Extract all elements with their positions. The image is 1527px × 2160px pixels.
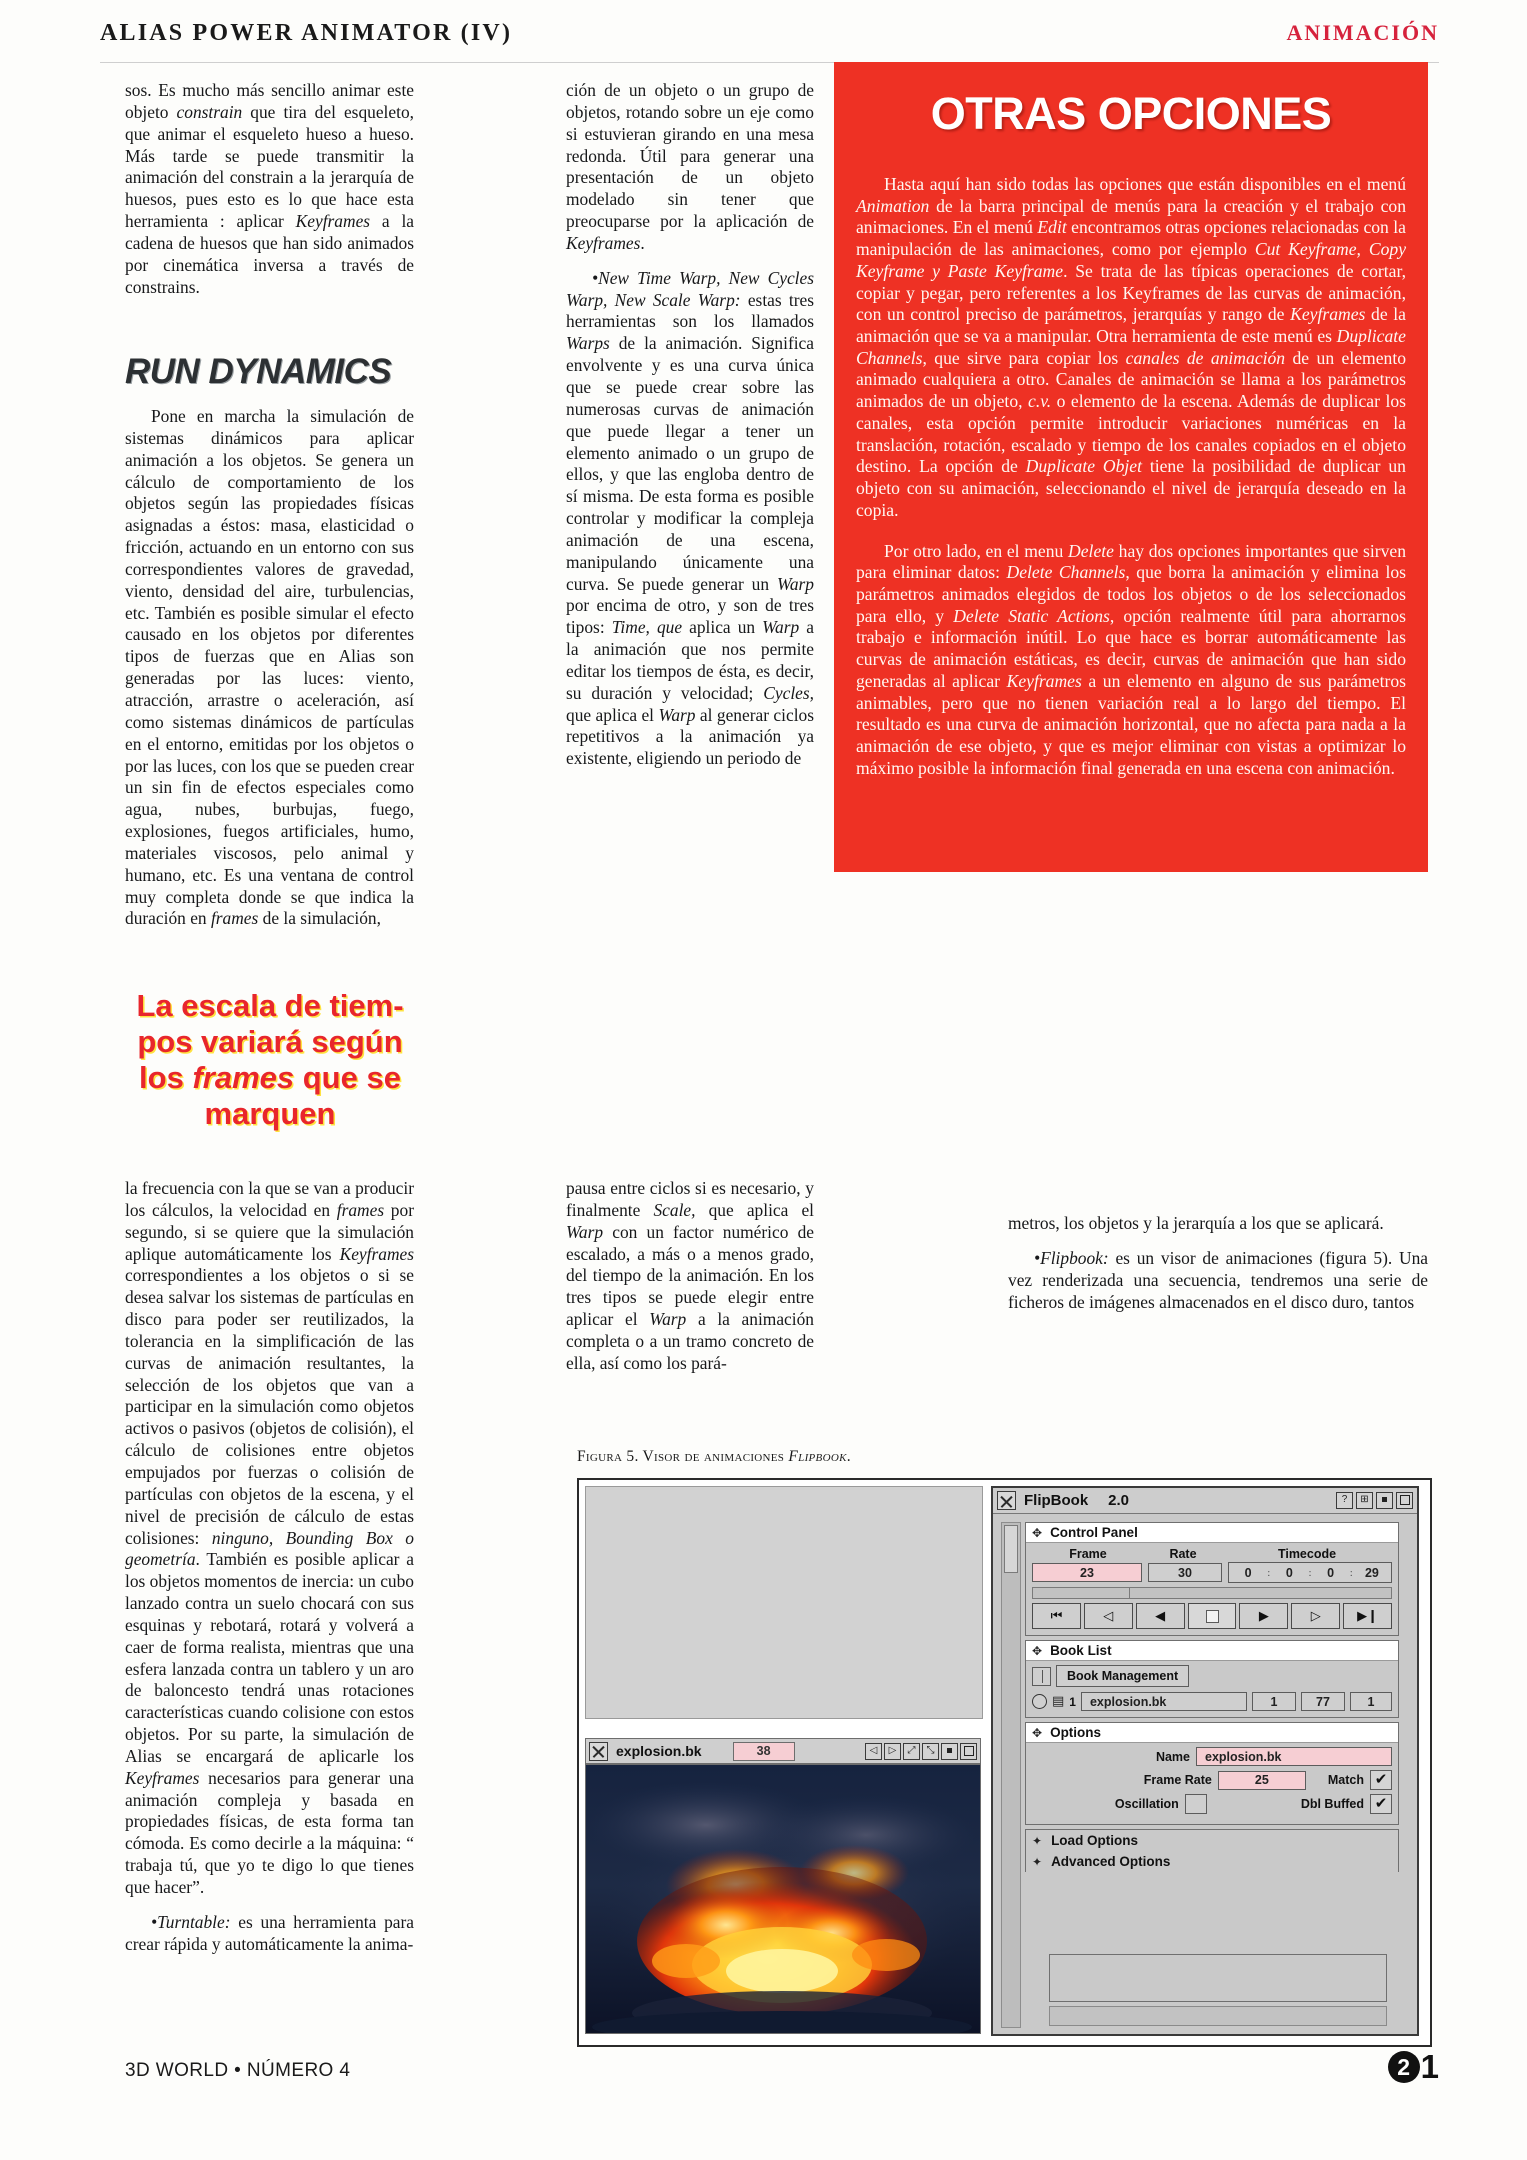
text-run-italic: Keyframes bbox=[339, 1243, 414, 1264]
minimize-icon[interactable] bbox=[941, 1743, 958, 1760]
next-frame-icon[interactable]: ▷ bbox=[884, 1743, 901, 1760]
text-run: , opción realmente útil para ahorrarnos trabajo e información inútil. Lo que hace es borrar automáticamente las curvas de animación estáticas, es decir, curvas de animación que han sido generadas al aplicar bbox=[856, 605, 1406, 691]
book-end-field[interactable]: 77 bbox=[1301, 1692, 1345, 1711]
paragraph bbox=[856, 541, 1406, 780]
text-run: o elemento de la escena. Además de duplicar los canales, esta opción permite introducir variaciones numéricas en la translación, rotación, escalado y tiempo de los canales copiados en el objeto destino. La opción de bbox=[856, 391, 1406, 477]
frame-label: Frame bbox=[1069, 1547, 1107, 1561]
text-run-italic: Warp bbox=[762, 617, 800, 638]
status-bar bbox=[1049, 2006, 1387, 2026]
collapsed-sections bbox=[1025, 1829, 1399, 1872]
timecode-frames: 29 bbox=[1364, 1565, 1379, 1580]
flipbook-panes bbox=[1025, 1522, 1399, 2028]
text-run-italic: Keyframes bbox=[1006, 670, 1082, 691]
rate-field[interactable]: 30 bbox=[1148, 1563, 1222, 1582]
flipbook-body bbox=[1001, 1522, 1411, 2028]
caption-text: Figura 5. Visor de animaciones bbox=[577, 1448, 789, 1465]
text-run-italic: Time, que bbox=[611, 617, 683, 638]
zoom-icon[interactable]: ⤢ bbox=[903, 1743, 920, 1760]
paragraph bbox=[566, 268, 814, 770]
pull-quote-line: que se bbox=[294, 1059, 401, 1095]
dbl-buffed-label: Dbl Buffed bbox=[1300, 1797, 1364, 1811]
column-one-top bbox=[125, 80, 414, 298]
frame-rate-label: Frame Rate bbox=[1143, 1773, 1212, 1787]
text-run: encontramos otras opciones relacionadas con la manipulación de las animaciones, como por ejemplo bbox=[856, 217, 1406, 260]
text-run-italic: Warp bbox=[566, 1221, 604, 1242]
paragraph bbox=[856, 174, 1406, 522]
oscillation-checkbox[interactable] bbox=[1185, 1794, 1207, 1814]
text-run: . Se trata de las típicas operaciones de cortar, copiar y pegar, pero referentes a los Keyframes de las curvas de animación, con un control preciso de parámetros, jerarquías y rango de bbox=[856, 260, 1406, 325]
name-field[interactable]: explosion.bk bbox=[1196, 1747, 1392, 1766]
text-run-italic: Warps bbox=[566, 333, 610, 354]
go-to-start-button[interactable]: ⏮ bbox=[1032, 1603, 1081, 1629]
text-run: que aplica el bbox=[566, 704, 659, 725]
book-list-body bbox=[1026, 1661, 1398, 1717]
text-run: . bbox=[640, 232, 645, 253]
match-label: Match bbox=[1327, 1773, 1364, 1787]
caption-text: . bbox=[846, 1448, 851, 1465]
text-run-italic: Warp bbox=[658, 704, 696, 725]
text-run: de la simulación, bbox=[258, 908, 381, 929]
text-run: es una herramienta para crear rápida y automáticamente la anima- bbox=[125, 1911, 414, 1954]
option-name-row bbox=[1032, 1747, 1392, 1766]
text-run: estas tres herramientas son los llamados bbox=[566, 289, 814, 332]
name-label: Name bbox=[1155, 1749, 1190, 1764]
timecode-separator: : bbox=[1349, 1566, 1353, 1579]
text-run: necesarios para generar una animación compleja y basada en propiedades físicas, de esta forma tan cómoda. Es como decirle a la máquina: “ trabaja tú, que yo te digo lo que tienes que hacer”. bbox=[125, 1767, 414, 1897]
text-run-italic: ninguno, Bounding Box o geometría bbox=[125, 1527, 414, 1570]
titlebar-buttons bbox=[865, 1743, 977, 1760]
slider-right-track[interactable] bbox=[1130, 1587, 1392, 1599]
timecode-seconds: 0 bbox=[1327, 1565, 1335, 1580]
sidebar-title: OTRAS OPCIONES bbox=[930, 88, 1332, 139]
pull-quote bbox=[120, 988, 420, 1132]
running-title: ALIAS POWER ANIMATOR (IV) bbox=[100, 20, 513, 46]
pull-quote-line: marquen bbox=[204, 1095, 336, 1131]
sidebar-body bbox=[834, 174, 1428, 789]
book-glyph-icon: ▤ bbox=[1052, 1694, 1065, 1709]
paragraph bbox=[125, 80, 414, 298]
load-options-row[interactable] bbox=[1026, 1830, 1398, 1851]
text-run: . También es posible aplicar a los objetos momentos de inercia: un cubo lanzado contra un suelo chocará con sus esquinas y rebotará, rotará y volverá a caer de forma realista, mientras que una esfera lanzada contra un tablero y un aro de baloncesto tendrá unas rotaciones características cuando colisione con estos objetos. Por su parte, la simulación de Alias se encargará de aplicarle los bbox=[125, 1549, 414, 1766]
text-run: , que borra la animación y elimina los parámetros animados elegidos de todos los objetos o de los seleccionados para ello, y bbox=[856, 562, 1407, 626]
advanced-options-row[interactable] bbox=[1026, 1851, 1398, 1872]
text-run-italic: Edit bbox=[1037, 217, 1067, 238]
explosion-render-image bbox=[585, 1764, 981, 2034]
control-panel-section bbox=[1025, 1522, 1399, 1636]
text-run-italic: Duplicate Channels bbox=[856, 326, 1406, 368]
text-run: Hasta aquí han sido todas las opciones que están disponibles en el menú bbox=[884, 174, 1406, 194]
text-run-italic: Keyframes bbox=[566, 232, 641, 253]
text-run: a la animación completa o a un tramo concreto de ella, así como los pará- bbox=[566, 1309, 814, 1373]
book-list-header[interactable] bbox=[1026, 1641, 1398, 1661]
text-run-italic: Delete Channels bbox=[1006, 562, 1126, 583]
text-run-italic: Keyframes bbox=[1290, 304, 1366, 325]
text-run: de un elemento animado cualquiera a otro. Canales de animación se llama a los parámetros animados de un objeto, bbox=[856, 347, 1407, 412]
explosion-svg bbox=[586, 1765, 980, 2033]
play-forward-button[interactable]: ▶ bbox=[1239, 1603, 1288, 1629]
text-run-italic: Cycles, bbox=[763, 682, 814, 703]
page-number-circle: 2 bbox=[1388, 2051, 1420, 2083]
transport-controls bbox=[1032, 1603, 1392, 1629]
slider-left-track[interactable] bbox=[1032, 1587, 1130, 1599]
text-run: tiene la posibilidad de duplicar un objeto con su animación, seleccionando el nivel de jerarquía deseado en la copia. bbox=[856, 456, 1406, 520]
help-icon[interactable]: ? bbox=[1336, 1492, 1353, 1509]
frame-slider[interactable] bbox=[1032, 1587, 1392, 1599]
timecode-hours: 0 bbox=[1244, 1565, 1252, 1580]
text-run-italic: Warp bbox=[776, 573, 814, 594]
paragraph bbox=[1008, 1248, 1428, 1314]
book-list-section bbox=[1025, 1640, 1399, 1718]
text-run: de la animación que se va a manipular. Otra herramienta de este menú es bbox=[856, 304, 1406, 347]
book-icon[interactable] bbox=[1032, 1667, 1051, 1686]
load-options-label: Load Options bbox=[1051, 1833, 1139, 1848]
text-run-italic: Keyframes bbox=[125, 1767, 200, 1788]
text-run-italic: Keyframes bbox=[295, 211, 371, 232]
pull-quote-line: pos variará según bbox=[137, 1023, 403, 1059]
option-frame-rate-row bbox=[1032, 1770, 1392, 1790]
book-management-row bbox=[1032, 1665, 1392, 1687]
text-run: Por otro lado, en el menu bbox=[884, 540, 1069, 561]
app-version: 2.0 bbox=[1108, 1492, 1130, 1509]
step-forward-button[interactable]: ▷ bbox=[1291, 1603, 1340, 1629]
footer-publication: 3D WORLD • NÚMERO 4 bbox=[125, 2060, 351, 2081]
grid-icon[interactable]: ⊞ bbox=[1356, 1492, 1373, 1509]
viewer-blank-pane bbox=[585, 1486, 983, 1719]
frame-number-field[interactable]: 38 bbox=[733, 1742, 795, 1761]
text-run: Pone en marcha la simulación de sistemas dinámicos para aplicar animación a los objetos. Se genera un cálculo de comportamiento de los objetos según las propiedades físicas asignadas a éstos: masa, elasticidad o fricción, actuando en un entorno con sus correspondientes valores de gravedad, viento, densidad del aire, turbulencias, etc. También es posible simular el efecto causado en los objetos por diferentes tipos de fuerzas que en Alias son generadas por las luces: viento, atracción, arrastre o aceleración, así como sistemas dinámicos de partículas en el entorno, emitidas por los objetos o por las luces, con los que se pueden crear un sin fin de efectos especiales como agua, nubes, burbujas, fuego, explosiones, fuegos artificiales, humo, materiales viscosos, pelo animal y humano, etc. Es una ventana de control muy completa donde se que indica la duración en bbox=[125, 406, 414, 929]
match-checkbox[interactable]: ✔ bbox=[1370, 1770, 1392, 1790]
text-run-italic: Cut Keyframe, Copy Keyframe y Paste Keyframe bbox=[856, 239, 1407, 281]
text-run: de la barra principal de menús para la creación y el trabajo con animaciones. En el menú bbox=[856, 195, 1406, 238]
text-run: metros, los objetos y la jerarquía a los que se aplicará. bbox=[1008, 1213, 1384, 1233]
paragraph bbox=[125, 1912, 414, 1956]
text-run: sos. Es mucho más sencillo animar este objeto bbox=[125, 80, 414, 122]
close-icon[interactable] bbox=[589, 1742, 608, 1761]
section-label: Book List bbox=[1050, 1643, 1112, 1658]
page-number-rest: 1 bbox=[1420, 2048, 1439, 2085]
page-number bbox=[1388, 2048, 1439, 2086]
maximize-icon[interactable] bbox=[960, 1743, 977, 1760]
empty-panel-area bbox=[1049, 1954, 1387, 2002]
text-run-italic: •Flipbook: bbox=[1034, 1247, 1109, 1268]
figure-5-screenshot bbox=[577, 1478, 1432, 2047]
book-list-row[interactable] bbox=[1032, 1692, 1392, 1711]
text-run-italic: Animation bbox=[856, 195, 930, 216]
paragraph bbox=[566, 1178, 814, 1375]
options-section bbox=[1025, 1722, 1399, 1825]
text-run-italic: Warp bbox=[649, 1309, 687, 1330]
timecode-label: Timecode bbox=[1277, 1547, 1337, 1561]
paragraph bbox=[1008, 1213, 1428, 1235]
page-header bbox=[100, 20, 1439, 62]
text-run: a la cadena de huesos que han sido animados por cinemática inversa a través de constrains. bbox=[125, 211, 414, 297]
frame-rate-field[interactable]: 25 bbox=[1218, 1771, 1306, 1790]
timecode-separator: : bbox=[1267, 1566, 1271, 1579]
go-to-end-button[interactable]: ▶❙ bbox=[1343, 1603, 1392, 1629]
text-run-italic: frames bbox=[210, 908, 259, 929]
maximize-icon[interactable] bbox=[1396, 1492, 1413, 1509]
figure-caption bbox=[577, 1448, 1277, 1466]
column-two-bottom bbox=[566, 1178, 814, 1375]
paragraph bbox=[566, 80, 814, 255]
text-run: al generar ciclos repetitivos a la animación ya existente, eligiendo un periodo de bbox=[566, 704, 814, 769]
dbl-buffed-checkbox[interactable]: ✔ bbox=[1370, 1794, 1392, 1814]
book-select-radio[interactable] bbox=[1032, 1694, 1047, 1709]
text-run: , que sirve para copiar los bbox=[922, 347, 1126, 368]
timecode-field[interactable] bbox=[1228, 1562, 1392, 1583]
book-start-field[interactable]: 1 bbox=[1252, 1692, 1296, 1711]
text-run: aplica un bbox=[682, 617, 763, 638]
text-run: es un visor de animaciones (figura 5). Una vez renderizada una secuencia, tendremos una serie de ficheros de imágenes almacenados en el disco duro, tantos bbox=[1008, 1247, 1428, 1312]
text-run: de la animación. Significa envolvente y es una curva única que se puede crear sobre las numerosas curvas de animación que puede llegar a tener un elemento animado o un grupo de ellos, y que las engloba dentro de sí misma. De esta forma es posible controlar y modificar la compleja animación de una escena, manipulando únicamente una curva. Se puede generar un bbox=[566, 333, 814, 594]
text-run: por encima de otro, y son de tres tipos: bbox=[566, 595, 814, 638]
book-name-field[interactable]: explosion.bk bbox=[1081, 1692, 1247, 1711]
expand-collapse-icon[interactable]: ✥ bbox=[1032, 1725, 1043, 1740]
window-title: explosion.bk bbox=[616, 1743, 702, 1759]
book-step-field[interactable]: 1 bbox=[1350, 1692, 1392, 1711]
book-management-button[interactable]: Book Management bbox=[1056, 1665, 1189, 1687]
expand-collapse-icon[interactable]: ✥ bbox=[1032, 1643, 1043, 1658]
minimize-icon[interactable] bbox=[1376, 1492, 1393, 1509]
rate-label: Rate bbox=[1169, 1547, 1197, 1561]
explosion-image-window bbox=[585, 1738, 981, 2036]
play-backward-button[interactable]: ◀ bbox=[1136, 1603, 1185, 1629]
text-run: a un elemento en alguno de sus parámetros animables, pero que no tienen variación real a lo largo del tiempo. El resultado es una curva de animación horizontal, que no afecta para nada a la animación de ese objeto, y que es mejor eliminar con vistas a optimizar lo máximo posible la información final generada en una escena con animación. bbox=[856, 670, 1406, 778]
book-index: 1 bbox=[1069, 1694, 1076, 1709]
text-run: ción de un objeto o un grupo de objetos, rotando sobre un eje como si estuvieran girando en una mesa redonda. Útil para generar una presentación de un objeto modelado sin tener que preocuparse por la aplicación de bbox=[566, 80, 814, 232]
control-panel-fields bbox=[1032, 1562, 1392, 1583]
titlebar-buttons bbox=[1336, 1492, 1413, 1509]
text-run: la frecuencia con la que se van a producir los cálculos, la velocidad en bbox=[125, 1178, 414, 1220]
advanced-options-label: Advanced Options bbox=[1051, 1854, 1171, 1869]
close-icon[interactable] bbox=[997, 1491, 1016, 1510]
text-run-italic: canales de animación bbox=[1125, 347, 1286, 368]
stop-button[interactable] bbox=[1188, 1603, 1237, 1629]
text-run: con un factor numérico de escalado, a más o a menos grado, del tiempo de la animación. En los tres tipos se puede elegir entre aplicar el bbox=[566, 1221, 814, 1330]
step-back-button[interactable]: ◁ bbox=[1084, 1603, 1133, 1629]
otras-opciones-sidebar bbox=[834, 62, 1428, 872]
text-run: pausa entre ciclos si es necesario, y finalmente bbox=[566, 1178, 814, 1220]
timecode-separator: : bbox=[1308, 1566, 1312, 1579]
timecode-minutes: 0 bbox=[1285, 1565, 1293, 1580]
explosion-titlebar bbox=[585, 1738, 981, 1764]
expand-collapse-icon[interactable]: ✥ bbox=[1032, 1525, 1043, 1540]
text-run: hay dos opciones importantes que sirven para eliminar datos: bbox=[856, 540, 1406, 583]
control-panel-body bbox=[1026, 1543, 1398, 1635]
section-label: Control Panel bbox=[1050, 1525, 1138, 1540]
paragraph bbox=[125, 1178, 414, 1899]
chevron-down-icon[interactable]: ✦ bbox=[1032, 1854, 1043, 1869]
oscillation-label: Oscillation bbox=[1114, 1797, 1179, 1811]
flipbook-window bbox=[991, 1486, 1419, 2036]
pull-quote-italic: frames bbox=[192, 1059, 295, 1095]
scrollbar-thumb[interactable] bbox=[1004, 1525, 1018, 1573]
options-header[interactable] bbox=[1026, 1723, 1398, 1743]
control-panel-header[interactable] bbox=[1026, 1523, 1398, 1543]
text-run: que aplica el bbox=[695, 1199, 815, 1220]
text-run: por segundo, si se quiere que la simulación aplique automáticamente los bbox=[125, 1199, 414, 1264]
text-run-italic: Delete bbox=[1068, 540, 1114, 561]
options-body bbox=[1026, 1743, 1398, 1824]
flipbook-titlebar bbox=[993, 1488, 1417, 1514]
control-panel-column-headers bbox=[1032, 1547, 1392, 1561]
paragraph bbox=[125, 406, 414, 930]
column-three bbox=[1008, 1213, 1428, 1313]
column-one-body bbox=[125, 406, 414, 930]
run-dynamics-heading: RUN DYNAMICS bbox=[125, 352, 392, 391]
caption-italic: Flipbook bbox=[788, 1448, 847, 1465]
text-run: correspondientes a los objetos o si se desea salvar los sistemas de partículas en disco para poder ser reutilizados, la tolerancia en la simplificación de las curvas de animación resultantes, la selección de los objetos que van a participar en la simulación como objetos activos o pasivos (objetos de colisión), el cálculo de colisiones entre objetos empujados por fuerzas o colisión de partículas con objetos de la escena, y el nivel de precisión de cálculo de estas colisiones: bbox=[125, 1265, 414, 1548]
text-run: que tira del esqueleto, que animar el esqueleto hueso a hueso. Más tarde se puede transmitir la animación del constrain a la jerarquía de huesos, pues esto es lo que hace esta herramienta : aplicar bbox=[125, 101, 414, 232]
app-name: FlipBook bbox=[1024, 1492, 1089, 1509]
section-label: Options bbox=[1050, 1725, 1102, 1740]
text-run: a la animación que nos permite editar los tiempos de ésta, es decir, su duración y velocidad; bbox=[566, 617, 814, 703]
vertical-scrollbar[interactable] bbox=[1001, 1522, 1021, 2028]
section-title: ANIMACIÓN bbox=[1286, 20, 1439, 45]
text-run-italic: constrain bbox=[176, 101, 243, 122]
chevron-down-icon[interactable]: ✦ bbox=[1032, 1833, 1043, 1848]
frame-field[interactable]: 23 bbox=[1032, 1563, 1142, 1582]
column-two-top bbox=[566, 80, 814, 770]
prev-frame-icon[interactable]: ◁ bbox=[865, 1743, 882, 1760]
text-run-italic: Scale, bbox=[653, 1199, 696, 1220]
option-oscillation-row bbox=[1032, 1794, 1392, 1814]
text-run-italic: frames bbox=[336, 1199, 385, 1220]
text-run-italic: •New Time Warp, New Cycles Warp, New Scale Warp: bbox=[566, 267, 814, 310]
column-one-bottom bbox=[125, 1178, 414, 1956]
text-run-italic: Duplicate Objet bbox=[1025, 456, 1142, 477]
pull-quote-line: los bbox=[139, 1059, 193, 1095]
text-run-italic: •Turntable: bbox=[151, 1911, 231, 1932]
text-run-italic: Delete Static Actions bbox=[953, 605, 1110, 626]
pull-quote-line: La escala de tiem- bbox=[136, 988, 404, 1023]
text-run-italic: c.v. bbox=[1028, 391, 1052, 412]
resize-icon[interactable]: ⤡ bbox=[922, 1743, 939, 1760]
